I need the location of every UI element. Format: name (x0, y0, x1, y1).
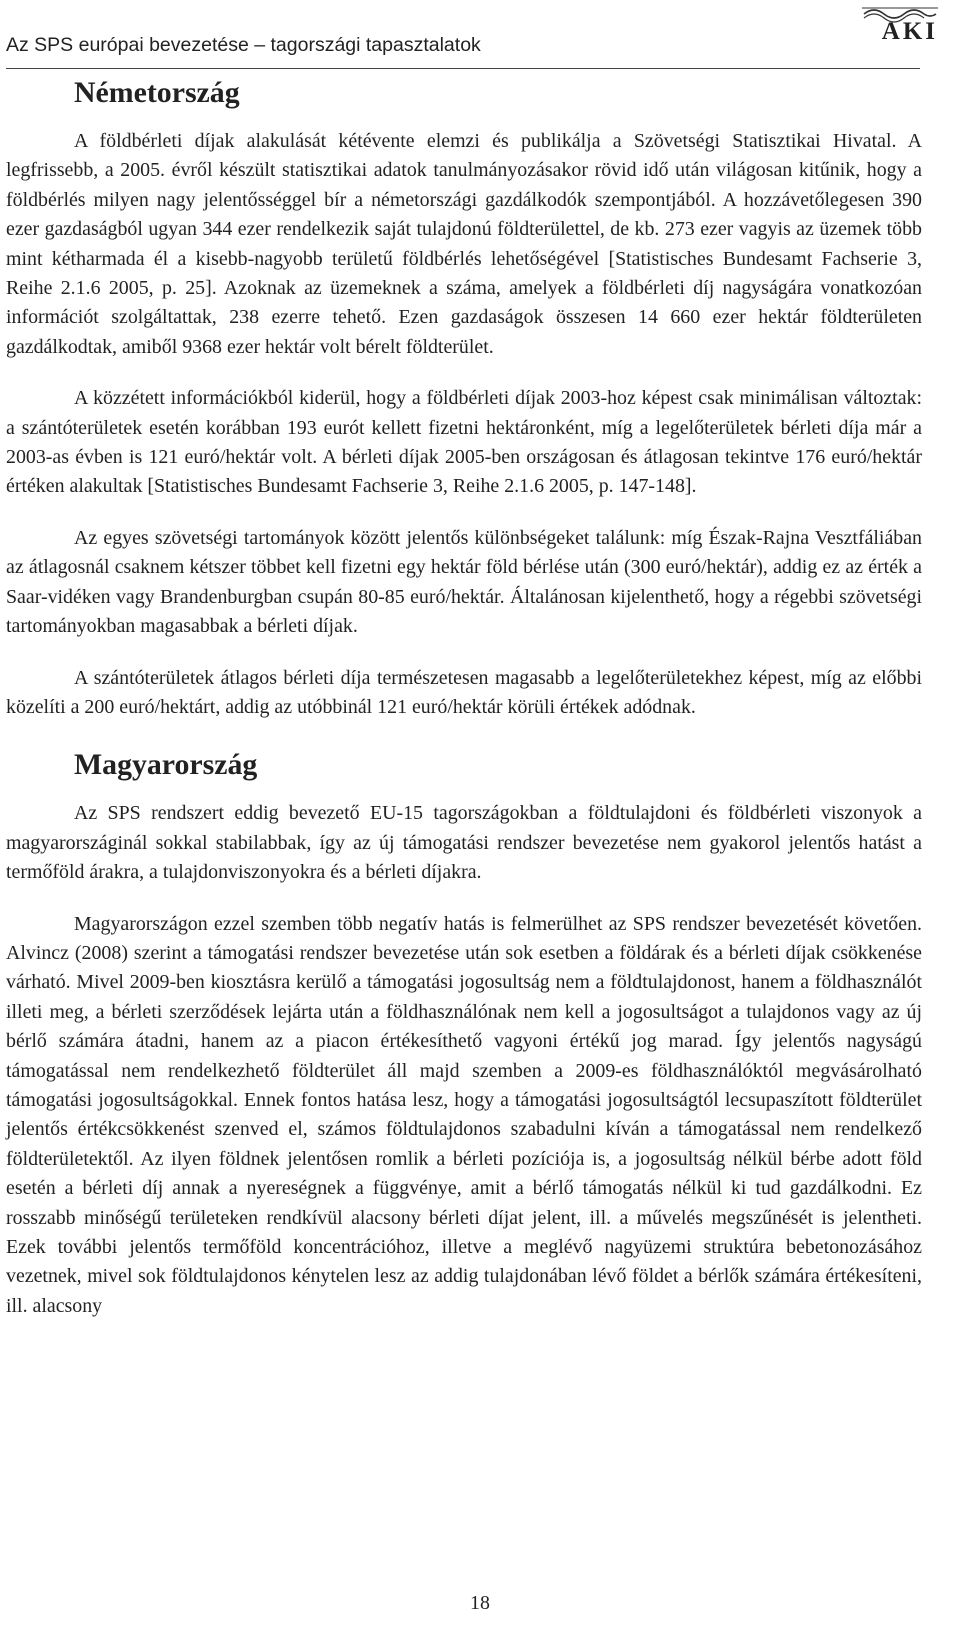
paragraph: A közzétett információkból kiderül, hogy a földbérleti díjak 2003-hoz képest csak minimálisan változtak: a szántóterületek esetén korábban 193 eurót kellett fizetni hektáronként, míg a legelőterületek bérleti díja már a 2003-as évben is 121 euró/hektár volt. A bérleti díjak 2005-ben országosan és átlagosan tekintve 176 euró/hektár értéken alakultak [Statistisches Bundesamt Fachserie 3, Reihe 2.1.6 2005, p. 147-148]. (6, 387, 922, 498)
section-heading-hungary: Magyarország (74, 748, 258, 782)
page-number: 18 (470, 1592, 490, 1614)
section-hungary (6, 750, 922, 1321)
running-header (6, 18, 940, 68)
aki-logo-text: AKI (881, 18, 938, 45)
paragraph: A szántóterületek átlagos bérleti díja természetesen magasabb a legelőterületekhez képest, míg az előbbi közelíti a 200 euró/hektárt, addig az utóbbinál 121 euró/hektár körüli értékek adódnak. (6, 666, 922, 718)
document-body (6, 78, 922, 1343)
paragraph: Az SPS rendszert eddig bevezető EU-15 tagországokban a földtulajdoni és földbérleti viszonyok a magyarországinál sokkal stabilabbak, így az új támogatási rendszer bevezetése nem gyakorol jelentős hatást a termőföld árakra, a tulajdonviszonyokra és a bérleti díjakra. (6, 802, 922, 884)
aki-logo (860, 4, 940, 50)
paragraph: A földbérleti díjak alakulását kétévente elemzi és publikálja a Szövetségi Statisztikai Hivatal. A legfrissebb, a 2005. évről készült statisztikai adatok tanulmányozásakor rövid idő után világosan kitűnik, hogy a földbérlés milyen nagy jelentősséggel bír a németországi gazdálkodók szempontjából. A hozzávetőlegesen 390 ezer gazdaságból ugyan 344 ezer rendelkezik saját tulajdonú földterülettel, de kb. 273 ezer vagyis az üzemek több mint kétharmada él a kisebb-nagyobb területű földbérlés lehetőségével [Statistisches Bundesamt Fachserie 3, Reihe 2.1.6 2005, p. 25]. Azoknak az üzemeknek a száma, amelyek a földbérleti díj nagyságára vonatkozóan információt szolgáltattak, 238 ezerre tehető. Ezen gazdaságok összesen 14 660 ezer hektár földterületen gazdálkodtak, amiből 9368 ezer hektár volt bérelt földterület. (6, 130, 922, 358)
header-rule (6, 68, 920, 69)
paragraph: Magyarországon ezzel szemben több negatív hatás is felmerülhet az SPS rendszer bevezetését követően. Alvincz (2008) szerint a támogatási rendszer bevezetése után sok esetben a földárak és a bérleti díjak csökkenése várható. Mivel 2009-ben kiosztásra kerülő a támogatási jogosultság nem a földtulajdonost, hanem a földhasználót illeti meg, a bérleti szerződések lejárta után a földhasználónak nem kell a jogosultságot a tulajdonos vagy az új bérlő számára átadni, hanem az a piacon értékesíthető vagyoni értékű jog marad. Így jelentős nagyságú támogatással nem rendelkezhető földterület áll majd szemben a 2009-es földhasználóktól megvásárolható támogatási jogosultságokkal. Ennek fontos hatása lesz, hogy a támogatási jogosultságtól lecsupaszított földterület jelentős értékcsökkenést szenved el, számos földtulajdonos szabadulni kíván a támogatással nem rendelkező földterületektől. Az ilyen földnek jelentősen romlik a bérleti pozíciója is, a jogosultság nélkül bérbe adott föld esetén a bérleti díj annak a nyereségnek a függvénye, amit a bérlő támogatás nélkül ki tud gazdálkodni. Ez rosszabb minőségű területeken rendkívül alacsony bérleti díjat jelent, ill. a művelés megszűnését is jelentheti. Ezek további jelentős termőföld koncentrációhoz, illetve a meglévő nagyüzemi struktúra bebetonozásához vezetnek, mivel sok földtulajdonos kénytelen lesz az addig tulajdonában lévő földet a bérlők számára értékesíteni, ill. alacsony (6, 912, 922, 1317)
running-header-title: Az SPS európai bevezetése – tagországi tapasztalatok (6, 34, 481, 56)
section-heading-germany: Németország (74, 76, 240, 109)
paragraph: Az egyes szövetségi tartományok között jelentős különbségeket találunk: míg Észak-Rajna Vesztfáliában az átlagosnál csaknem kétszer többet kell fizetni egy hektár föld bérlése után (300 euró/hektár), addig ez az érték a Saar-vidéken vagy Brandenburgban csupán 80-85 euró/hektár. Általánosan kijelenthető, hogy a régebbi szövetségi tartományokban magasabbak a bérleti díjak. (6, 526, 922, 638)
section-germany (6, 78, 922, 722)
